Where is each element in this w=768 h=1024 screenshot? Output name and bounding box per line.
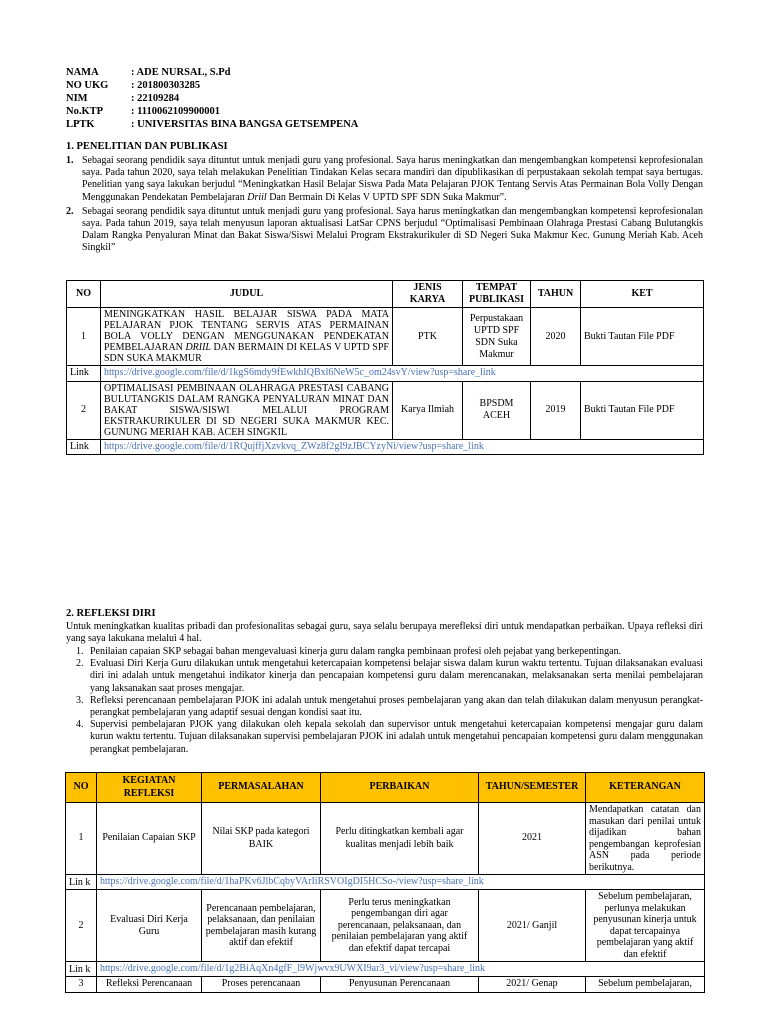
section-2-intro: Untuk meningkatkan kualitas pribadi dan profesionalitas sebagai guru, saya selalu berupaya merefleksi diri untuk mendapatkan perbaikan. Upaya refleksi diri yang saya lakukana melalui 4 hal. — [66, 621, 703, 645]
paragraph-1: 1. Sebagai seorang pendidik saya dituntut untuk menjadi guru yang profesional. Saya harus meningkatkan dan mengembangkan kompetensi keprofesionalan saya. Pada tahun 2020, saya telah melakukan Penelitian Tindakan Kelas secara mandiri dan dipublikasikan di perpustakaan sekolah tempat saya bertugas. Penelitian yang saya lakukan berjudul “Meningkatkan Hasil Belajar Siswa Pada Mata Pelajaran PJOK Tentang Servis Atas Permainan Bola Volly Dengan Menggunakan Pendekatan Pembelajaran Driil Dan Bermain Di Kelas V UPTD SPF SDN Suka Makmur”. — [66, 155, 703, 203]
link-row: Lin k https://drive.google.com/file/d/1haPKv6JlbCqbyVArIiRSVOIgDI5HCSo-/view?usp=share_link — [66, 875, 705, 890]
list-item: 2. Evaluasi Diri Kerja Guru dilakukan untuk mengetahui ketercapaian kompetensi belajar siswa dalam kurun waktu tertentu. Tujuan dilaksanakan evaluasi diri ini adalah untuk mengetahui indikator kinerja dan pencapaian kompetensi guru dalam merencanakan, melaksanakan serta menilai pembelajaran yang laksanakan saat proses mengajar. — [86, 658, 703, 695]
link-row: Link https://drive.google.com/file/d/1kgS6mdy9fEwkhIQBxl6NeW5c_om24svY/view?usp=share_link — [67, 366, 704, 381]
paragraph-2: 2. Sebagai seorang pendidik saya dituntut untuk menjadi guru yang profesional. Saya harus meningkatkan dan mengembangkan kompetensi keprofesionalan saya. Pada tahun 2019, saya telah menyusun laporan aktualisasi LatSar CPNS berjudul “Optimalisasi Pembinaan Olahraga Prestasi Cabang Bulutangkis Dalam Rangka Penyaluran Minat dan Bakat Siswa/Siswi Melalui Program Ekstrakurikuler di SD Negeri Suka Makmur Kec. Gunung Meriah Kab. Aceh Singkil” — [66, 205, 703, 254]
bio-row-nama: NAMA : ADE NURSAL, S.Pd — [66, 67, 231, 78]
table-row: 3 Refleksi Perencanaan Proses perencanaan Penyusunan Perencanaan 2021/ Genap Sebelum pembelajaran, — [66, 977, 705, 992]
bio-row-lptk: LPTK : UNIVERSITAS BINA BANGSA GETSEMPENA — [66, 119, 359, 130]
publication-table — [66, 280, 704, 455]
list-item: 4. Supervisi pembelajaran PJOK yang dilakukan oleh kepala sekolah dan supervisor untuk mengetahui ketercapaian kompetensi mengajar guru dalam kurun waktu tertentu. Tujuan dilaksanakan supervisi pembelajaran PJOK ini adalah untuk mengetahui pencapaian kompetensi guru dalam menggunakan perangkat pembelajaran. — [86, 719, 703, 756]
section-1-title: 1. PENELITIAN DAN PUBLIKASI — [66, 141, 228, 152]
table-row: 2 OPTIMALISASI PEMBINAAN OLAHRAGA PRESTASI CABANG BULUTANGKIS DALAM RANGKA PENYALURAN MINAT DAN BAKAT SISWA/SISWI MELALUI PROGRAM EKSTRAKURIKULER DI SD NEGERI SUKA MAKMUR KEC. GUNUNG MERIAH KAB. ACEH SINGKIL Karya Ilmiah BPSDM ACEH 2019 Bukti Tautan File PDF — [67, 381, 704, 439]
link-row: Link https://drive.google.com/file/d/1RQujffjXzvkvq_ZWz8f2gI9zJBCYzyNi/view?usp=share_link — [67, 439, 704, 454]
bio-row-ktp: No.KTP : 1110062109900001 — [66, 106, 220, 117]
reflection-table-header: NO KEGIATAN REFLEKSI PERMASALAHAN PERBAIKAN TAHUN/SEMESTER KETERANGAN — [66, 773, 705, 803]
link-row: Lin k https://drive.google.com/file/d/1g2BiAqXn4gfF_l9Wjwvx9UWXI9ar3_vi/view?usp=share_link — [66, 962, 705, 977]
section-1-paragraphs — [66, 155, 703, 255]
table-row: 1 Penilaian Capaian SKP Nilai SKP pada kategori BAIK Perlu ditingkatkan kembali agar kualitas menjadi lebih baik 2021 Mendapatkan catatan dan masukan dari penilai untuk dijadikan bahan pengembangan keprofesian ASN pada periode berikutnya. — [66, 803, 705, 875]
drive-link[interactable]: https://drive.google.com/file/d/1g2BiAqXn4gfF_l9Wjwvx9UWXI9ar3_vi/view?usp=share_link — [100, 963, 486, 975]
biodata-block — [66, 66, 358, 131]
drive-link[interactable]: https://drive.google.com/file/d/1kgS6mdy9fEwkhIQBxl6NeW5c_om24svY/view?usp=share_link — [104, 367, 496, 379]
table-row: 1 MENINGKATKAN HASIL BELAJAR SISWA PADA MATA PELAJARAN PJOK TENTANG SERVIS ATAS PERMAINAN BOLA VOLLY DENGAN MENGGUNAKAN PENDEKATAN PEMBELAJARAN DRIIL DAN BERMAIN DI KELAS V UPTD SPF SDN SUKA MAKMUR PTK Perpustakaan UPTD SPF SDN Suka Makmur 2020 Bukti Tautan File PDF — [67, 308, 704, 366]
reflection-table — [65, 772, 705, 993]
list-item: 1. Penilaian capaian SKP sebagai bahan mengevaluasi kinerja guru dalam rangka pembinaan profesi oleh pejabat yang berkepentingan. — [86, 646, 703, 658]
drive-link[interactable]: https://drive.google.com/file/d/1RQujffjXzvkvq_ZWz8f2gI9zJBCYzyNi/view?usp=share_link — [104, 440, 484, 452]
drive-link[interactable]: https://drive.google.com/file/d/1haPKv6JlbCqbyVArIiRSVOIgDI5HCSo-/view?usp=share_link — [100, 876, 484, 887]
section-2-title: 2. REFLEKSI DIRI — [66, 608, 156, 619]
table-row: 2 Evaluasi Diri Kerja Guru Perencanaan pembelajaran, pelaksanaan, dan penilaian pembelajaran masih kurang aktif dan efektif Perlu terus meningkatkan pengembangan diri agar perencanaan, pelaksanaan, dan penilaian pembelajaran yang aktif dan efektif dapat tercapai 2021/ Ganjil Sebelum pembelajaran, perlunya melakukan penyusunan kinerja untuk dapat tercapainya pembelajaran yang aktif dan efektif — [66, 890, 705, 962]
bio-row-nim: NIM : 22109284 — [66, 93, 180, 104]
list-item: 3. Refleksi perencanaan pembelajaran PJOK ini adalah untuk mengetahui proses pembelajaran yang akan dan telah dilakukan dalam menyusun perangkat-perangkat pembelajaran yang adaptif sesuai dengan kondisi saat itu. — [86, 695, 703, 719]
reflection-list — [66, 646, 703, 756]
bio-row-no-ukg: NO UKG : 201800303285 — [66, 80, 201, 91]
publication-table-header: NO JUDUL JENIS KARYA TEMPAT PUBLIKASI TAHUN KET — [67, 281, 704, 308]
